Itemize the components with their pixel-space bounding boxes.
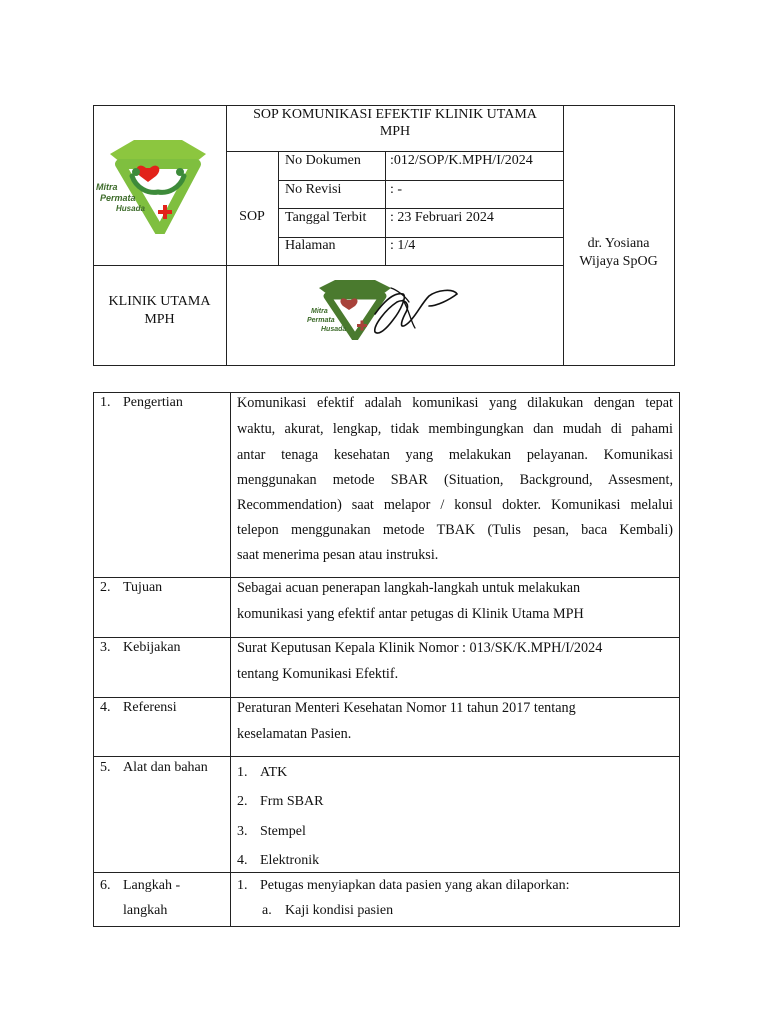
tool-item-1-number: 1.	[237, 765, 248, 780]
section-1-number: 1.	[100, 395, 111, 410]
tool-item-2-text: Frm SBAR	[260, 794, 324, 809]
section-2-line-1: Sebagai acuan penerapan langkah-langkah untuk melakukan	[237, 580, 581, 596]
section-1-line-5: Recommendation) saat melapor / konsul dokter. Komunikasi melalui	[237, 497, 673, 513]
sop-label: SOP	[239, 209, 265, 224]
section-2-number: 2.	[100, 580, 111, 595]
section-6-number: 6.	[100, 878, 111, 893]
section-1-line-7: saat menerima pesan atau instruksi.	[237, 547, 439, 563]
step-1-number: 1.	[237, 878, 248, 893]
halaman-label: Halaman	[285, 238, 336, 253]
stamp-text-mitra: Mitra	[311, 308, 328, 315]
logo-text-mitra: Mitra	[96, 182, 118, 192]
no-dokumen-label: No Dokumen	[285, 153, 361, 168]
section-1-title: Pengertian	[123, 395, 183, 410]
section-4-title: Referensi	[123, 700, 177, 715]
section-1-line-3: antar tenaga kesehatan yang melakukan pelayanan. Komunikasi	[237, 447, 673, 463]
section-5-number: 5.	[100, 760, 111, 775]
section-3-number: 3.	[100, 640, 111, 655]
step-1-text: Petugas menyiapkan data pasien yang akan dilaporkan:	[260, 878, 570, 893]
section-4-number: 4.	[100, 700, 111, 715]
section-1-line-2: waktu, akurat, lengkap, tidak membingungkan dan mudah di pahami	[237, 421, 673, 437]
section-3-line-1: Surat Keputusan Kepala Klinik Nomor : 013/SK/K.MPH/I/2024	[237, 640, 603, 656]
section-2-line-2: komunikasi yang efektif antar petugas di Klinik Utama MPH	[237, 606, 584, 622]
signer-name-line2: Wijaya SpOG	[579, 254, 658, 269]
stamp-text-husada: Husada	[321, 326, 347, 333]
tool-item-3-number: 3.	[237, 824, 248, 839]
section-3-line-2: tentang Komunikasi Efektif.	[237, 666, 399, 682]
section-5-title: Alat dan bahan	[123, 760, 208, 775]
stamp-text-permata: Permata	[307, 317, 335, 324]
doc-title-line1: SOP KOMUNIKASI EFEKTIF KLINIK UTAMA	[253, 107, 537, 122]
doc-title-line2: MPH	[379, 124, 411, 139]
substep-a-text: Kaji kondisi pasien	[285, 903, 394, 918]
section-1-line-1: Komunikasi efektif adalah komunikasi yang dilakukan dengan tepat	[237, 395, 673, 411]
logo-text-husada: Husada	[116, 204, 145, 213]
clinic-name-line2: MPH	[144, 312, 175, 327]
section-4-line-2: keselamatan Pasien.	[237, 726, 352, 742]
substep-a-letter: a.	[262, 903, 272, 918]
signer-name-line1: dr. Yosiana	[587, 236, 650, 251]
no-revisi-value: : -	[390, 182, 403, 197]
section-3-title: Kebijakan	[123, 640, 181, 655]
halaman-value: : 1/4	[390, 238, 416, 253]
logo-text-permata: Permata	[100, 193, 136, 203]
no-dokumen-value: :012/SOP/K.MPH/I/2024	[390, 153, 533, 168]
tanggal-terbit-label: Tanggal Terbit	[285, 210, 367, 225]
section-2-title: Tujuan	[123, 580, 163, 595]
tool-item-1-text: ATK	[260, 765, 288, 780]
tool-item-3-text: Stempel	[260, 824, 306, 839]
section-1-line-6: telepon menggunakan metode TBAK (Tulis pesan, baca Kembali)	[237, 522, 673, 538]
tool-item-4-text: Elektronik	[260, 853, 320, 868]
section-6-title-line1: Langkah -	[123, 878, 181, 893]
tanggal-terbit-value: : 23 Februari 2024	[390, 210, 494, 225]
tool-item-4-number: 4.	[237, 853, 248, 868]
signature	[345, 280, 465, 342]
clinic-name-line1: KLINIK UTAMA	[108, 294, 211, 309]
clinic-logo	[96, 132, 222, 234]
tool-item-2-number: 2.	[237, 794, 248, 809]
section-4-line-1: Peraturan Menteri Kesehatan Nomor 11 tahun 2017 tentang	[237, 700, 576, 716]
no-revisi-label: No Revisi	[285, 182, 342, 197]
section-1-line-4: menggunakan metode SBAR (Situation, Background, Assesment,	[237, 472, 673, 488]
section-6-title-line2: langkah	[123, 903, 168, 918]
